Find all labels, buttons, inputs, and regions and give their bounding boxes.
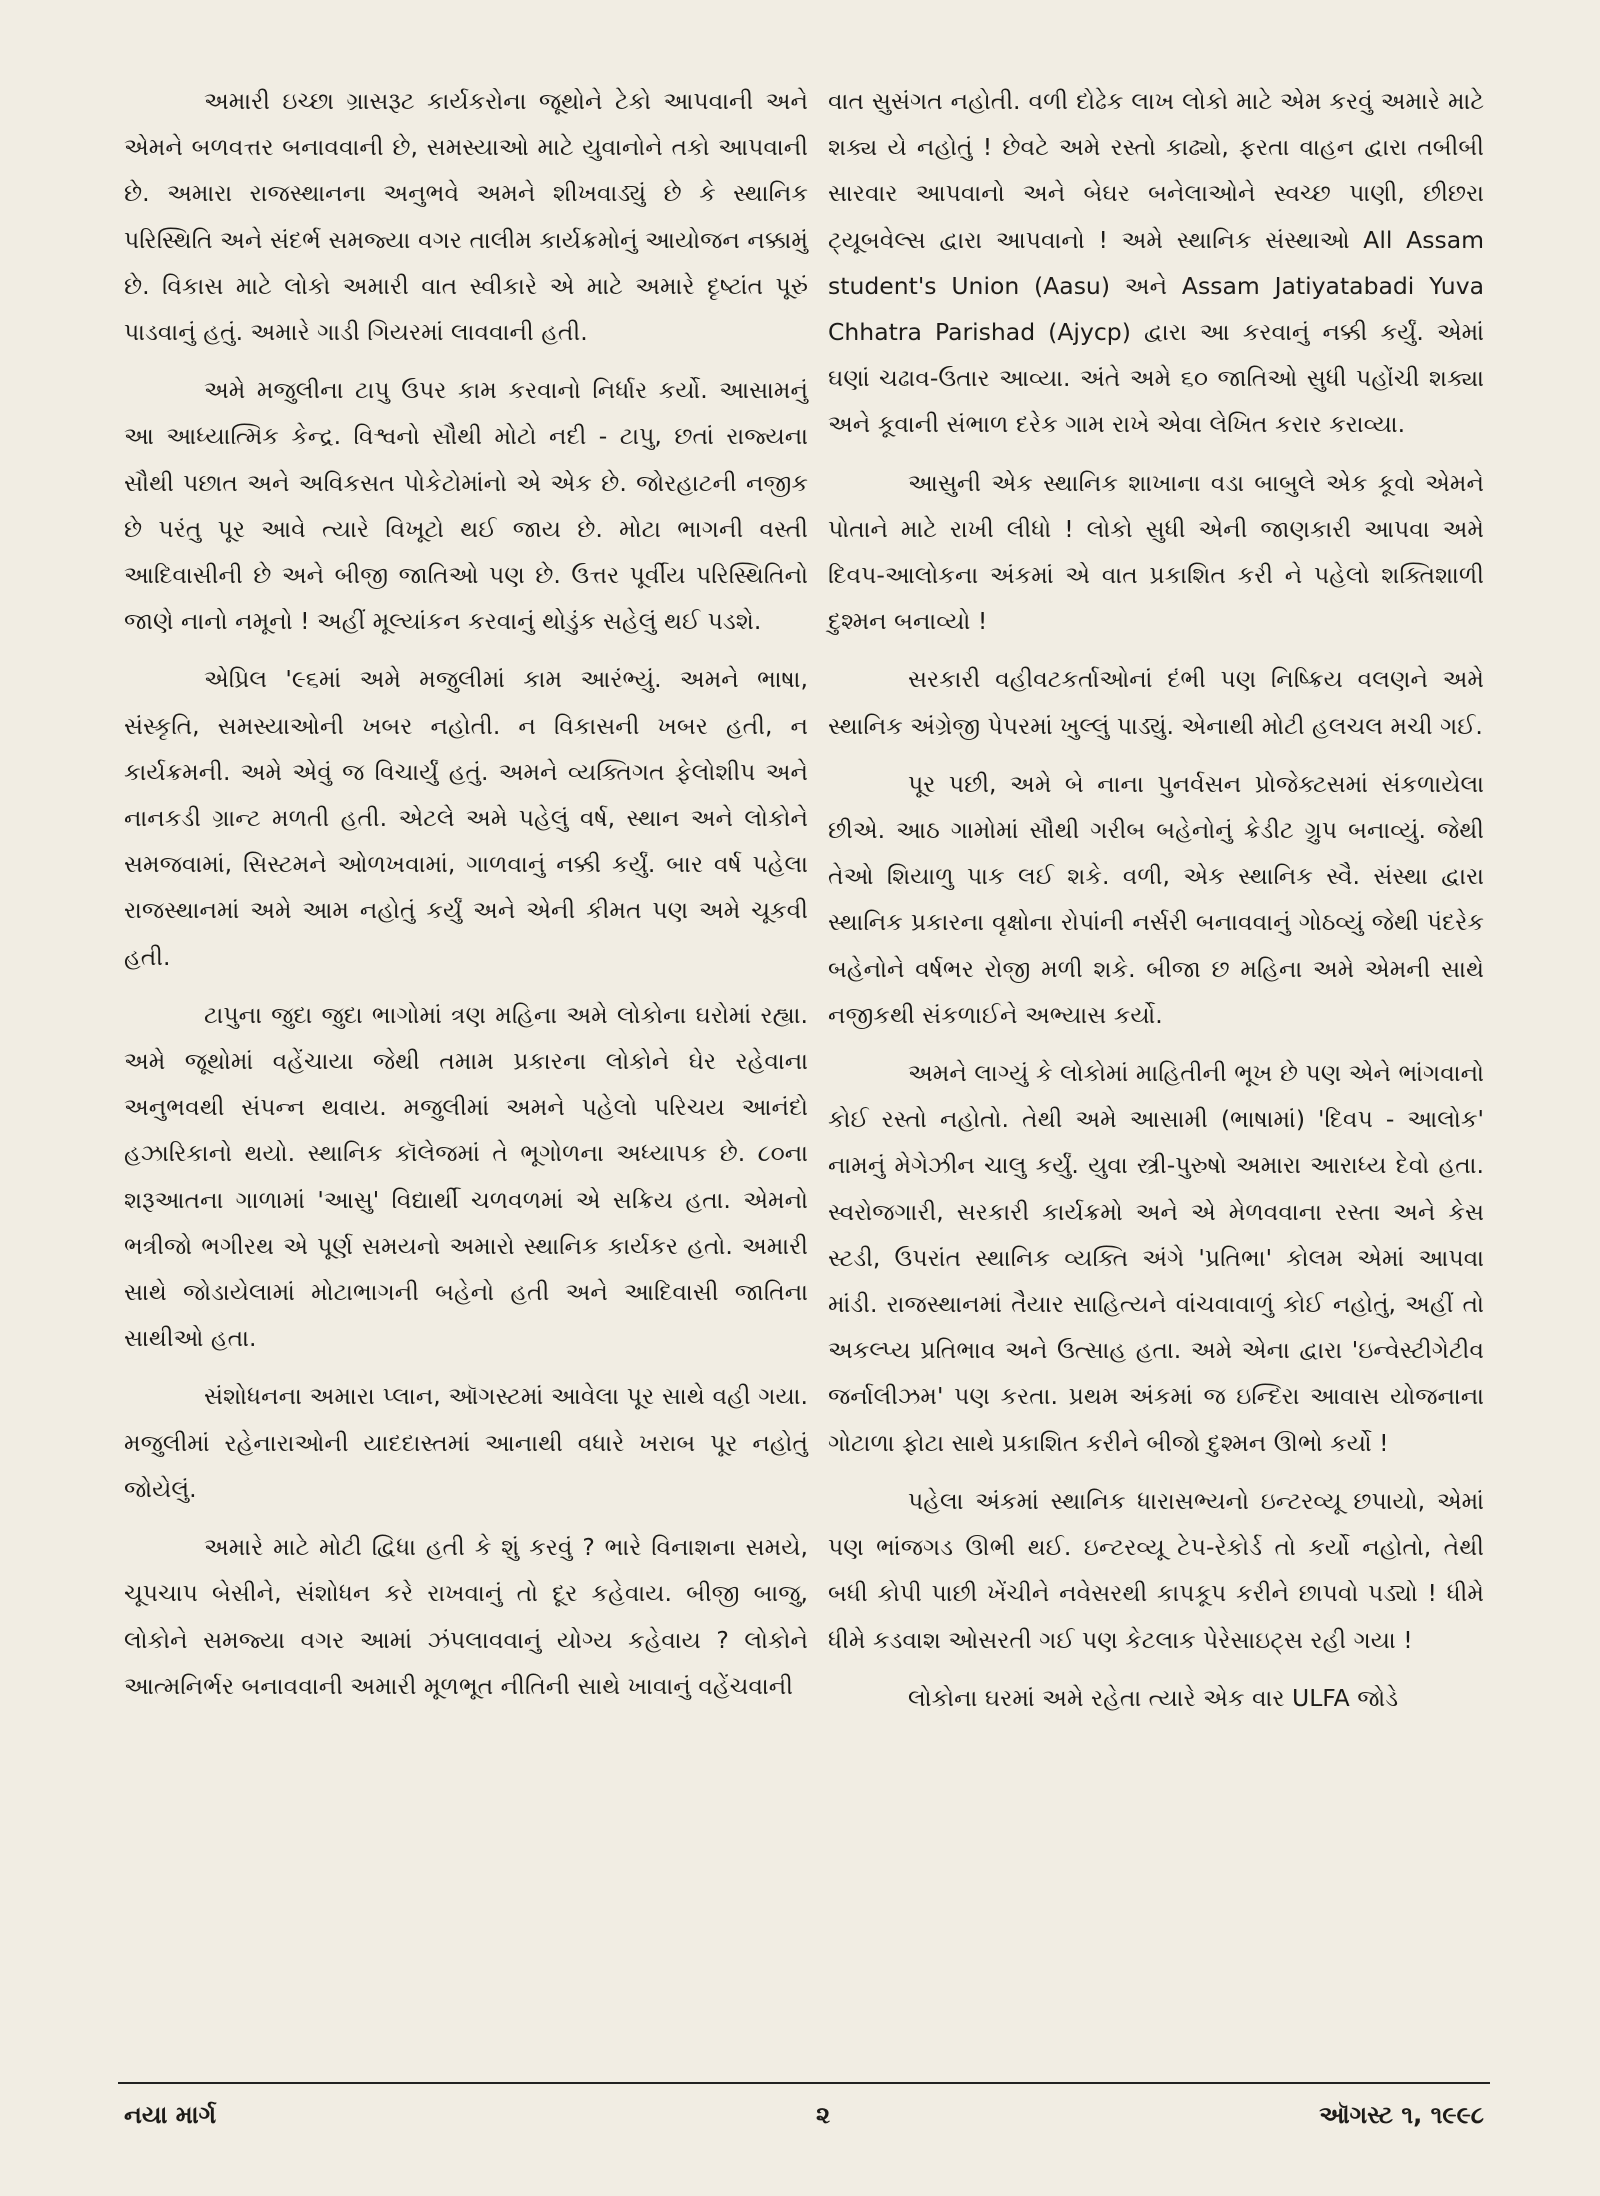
- left-column: [124, 78, 808, 1721]
- page-number: ૨: [816, 2101, 831, 2129]
- footer-divider: [118, 2082, 1490, 2084]
- paragraph: અમે મજુલીના ટાપુ ઉપર કામ કરવાનો નિર્ધાર કર્યો. આસામનું આ આધ્યાત્મિક કેન્દ્ર. વિશ્વનો સૌથી મોટો નદી - ટાપુ, છતાં રાજ્યના સૌથી પછાત અને અવિકસત પોકેટોમાંનો એ એક છે. જોરહાટની નજીક છે પરંતુ પૂર આવે ત્યારે વિખૂટો થઈ જાય છે. મોટા ભાગની વસ્તી આદિવાસીની છે અને બીજી જાતિઓ પણ છે. ઉત્તર પૂર્વીય પરિસ્થિતિનો જાણે નાનો નમૂનો ! અહીં મૂલ્યાંકન કરવાનું થોડુંક સહેલું થઈ પડશે.: [124, 376, 808, 636]
- paragraph: આસુની એક સ્થાનિક શાખાના વડા બાબુલે એક કૂવો એમને પોતાને માટે રાખી લીધો ! લોકો સુધી એની જાણકારી આપવા અમે દિવપ-આલોકના અંકમાં એ વાત પ્રકાશિત કરી ને પહેલો શક્તિશાળી દુશ્મન બનાવ્યો !: [828, 468, 1484, 636]
- paragraph: સરકારી વહીવટકર્તાઓનાં દંભી પણ નિષ્ક્રિય વલણને અમે સ્થાનિક અંગ્રેજી પેપરમાં ખુલ્લું પાડ્યું. એનાથી મોટી હલચલ મચી ગઈ.: [828, 665, 1484, 740]
- right-column: [828, 78, 1484, 1733]
- paragraph: વાત સુસંગત નહોતી. વળી દોઢેક લાખ લોકો માટે એમ કરવું અમારે માટે શક્ય યે નહોતું ! છેવટે અમે રસ્તો કાઢ્યો, ફરતા વાહન દ્વારા તબીબી સારવાર આપવાનો અને બેઘર બનેલાઓને સ્વચ્છ પાણી, છીછરા ટ્યૂબવેલ્સ દ્વારા આપવાનો ! અમે સ્થાનિક સંસ્થાઓ All Assam student's Union (Aasu) અને Assam Jatiyatabadi Yuva Chhatra Parishad (Ajycp) દ્વારા આ કરવાનું નક્કી કર્યું. એમાં ઘણાં ચઢાવ-ઉતાર આવ્યા. અંતે અમે ૬૦ જાતિઓ સુધી પહોંચી શક્યા અને કૂવાની સંભાળ દરેક ગામ રાખે એવા લેખિત કરાર કરાવ્યા.: [828, 87, 1484, 439]
- paragraph: સંશોધનના અમારા પ્લાન, ઑગસ્ટમાં આવેલા પૂર સાથે વહી ગયા. મજુલીમાં રહેનારાઓની યાદદાસ્તમાં આનાથી વધારે ખરાબ પૂર નહોતું જોયેલું.: [124, 1382, 808, 1503]
- paragraph: ટાપુના જુદા જુદા ભાગોમાં ત્રણ મહિના અમે લોકોના ઘરોમાં રહ્યા. અમે જૂથોમાં વહેંચાયા જેથી તમામ પ્રકારના લોકોને ઘેર રહેવાના અનુભવથી સંપન્ન થવાય. મજુલીમાં અમને પહેલો પરિચય આનંદો હઝારિકાનો થયો. સ્થાનિક કૉલેજમાં તે ભૂગોળના અધ્યાપક છે. ૮૦ના શરૂઆતના ગાળામાં 'આસુ' વિદ્યાર્થી ચળવળમાં એ સક્રિય હતા. એમનો ભત્રીજો ભગીરથ એ પૂર્ણ સમયનો અમારો સ્થાનિક કાર્યકર હતો. અમારી સાથે જોડાયેલામાં મોટાભાગની બહેનો હતી અને આદિવાસી જાતિના સાથીઓ હતા.: [124, 1000, 808, 1353]
- issue-date: ઑગસ્ટ ૧, ૧૯૯૮: [1319, 2101, 1484, 2129]
- paragraph: અમને લાગ્યું કે લોકોમાં માહિતીની ભૂખ છે પણ એને ભાંગવાનો કોઈ રસ્તો નહોતો. તેથી અમે આસામી (ભાષામાં) 'દિવપ - આલોક' નામનું મેગેઝીન ચાલુ કર્યું. યુવા સ્ત્રી-પુરુષો અમારા આરાધ્ય દેવો હતા. સ્વરોજગારી, સરકારી કાર્યક્રમો અને એ મેળવવાના રસ્તા અને કેસ સ્ટડી, ઉપરાંત સ્થાનિક વ્યક્તિ અંગે 'પ્રતિભા' કોલમ એમાં આપવા માંડી. રાજસ્થાનમાં તૈયાર સાહિત્યને વાંચવાવાળું કોઈ નહોતું, અહીં તો અકલ્પ્ય પ્રતિભાવ અને ઉત્સાહ હતા. અમે એના દ્વારા 'ઇન્વેસ્ટીગેટીવ જર્નાલીઝમ' પણ કરતા. પ્રથમ અંકમાં જ ઇન્દિરા આવાસ યોજનાના ગોટાળા ફોટા સાથે પ્રકાશિત કરીને બીજો દુશ્મન ઊભો કર્યો !: [828, 1059, 1484, 1457]
- paragraph: પૂર પછી, અમે બે નાના પુનર્વસન પ્રોજેક્ટસમાં સંકળાયેલા છીએ. આઠ ગામોમાં સૌથી ગરીબ બહેનોનું ક્રેડીટ ગ્રુપ બનાવ્યું. જેથી તેઓ શિયાળુ પાક લઈ શકે. વળી, એક સ્થાનિક સ્વૈ. સંસ્થા દ્વારા સ્થાનિક પ્રકારના વૃક્ષોના રોપાંની નર્સરી બનાવવાનું ગોઠવ્યું જેથી પંદરેક બહેનોને વર્ષભર રોજી મળી શકે. બીજા છ મહિના અમે એમની સાથે નજીકથી સંકળાઈને અભ્યાસ કર્યો.: [828, 769, 1484, 1029]
- paragraph: અમારી ઇચ્છા ગ્રાસરૂટ કાર્યકરોના જૂથોને ટેકો આપવાની અને એમને બળવત્તર બનાવવાની છે, સમસ્યાઓ માટે યુવાનોને તકો આપવાની છે. અમારા રાજસ્થાનના અનુભવે અમને શીખવાડ્યું છે કે સ્થાનિક પરિસ્થિતિ અને સંદર્ભ સમજ્યા વગર તાલીમ કાર્યક્રમોનું આયોજન નક્કામું છે. વિકાસ માટે લોકો અમારી વાત સ્વીકારે એ માટે અમારે દૃષ્ટાંત પૂરું પાડવાનું હતું. અમારે ગાડી ગિયરમાં લાવવાની હતી.: [124, 87, 808, 347]
- paragraph: લોકોના ઘરમાં અમે રહેતા ત્યારે એક વાર ULFA જોડે: [908, 1683, 1399, 1712]
- paragraph: એપ્રિલ '૯૬માં અમે મજુલીમાં કામ આરંભ્યું. અમને ભાષા, સંસ્કૃતિ, સમસ્યાઓની ખબર નહોતી. ન વિકાસની ખબર હતી, ન કાર્યક્રમની. અમે એવું જ વિચાર્યું હતું. અમને વ્યક્તિગત ફેલોશીપ અને નાનકડી ગ્રાન્ટ મળતી હતી. એટલે અમે પહેલું વર્ષ, સ્થાન અને લોકોને સમજવામાં, સિસ્ટમને ઓળખવામાં, ગાળવાનું નક્કી કર્યું. બાર વર્ષ પહેલા રાજસ્થાનમાં અમે આમ નહોતું કર્યું અને એની કીમત પણ અમે ચૂકવી હતી.: [124, 665, 808, 971]
- paragraph: અમારે માટે મોટી દ્વિધા હતી કે શું કરવું ? ભારે વિનાશના સમયે, ચૂપચાપ બેસીને, સંશોધન કરે રાખવાનું તો દૂર કહેવાય. બીજી બાજુ, લોકોને સમજ્યા વગર આમાં ઝંપલાવવાનું યોગ્ય કહેવાય ? લોકોને આત્મનિર્ભર બનાવવાની અમારી મૂળભૂત નીતિની સાથે ખાવાનું વહેંચવાની: [124, 1533, 808, 1700]
- paragraph: પહેલા અંકમાં સ્થાનિક ધારાસભ્યનો ઇન્ટરવ્યૂ છપાયો, એમાં પણ ભાંજગડ ઊભી થઈ. ઇન્ટરવ્યૂ ટેપ-રેકોર્ડ તો કર્યો નહોતો, તેથી બધી કોપી પાછી ખેંચીને નવેસરથી કાપકૂપ કરીને છાપવો પડ્યો ! ધીમે ધીમે કડવાશ ઓસરતી ગઈ પણ કેટલાક પેરેસાઇટ્સ રહી ગયા !: [828, 1486, 1484, 1654]
- publication-name: નયા માર્ગ: [124, 2101, 217, 2129]
